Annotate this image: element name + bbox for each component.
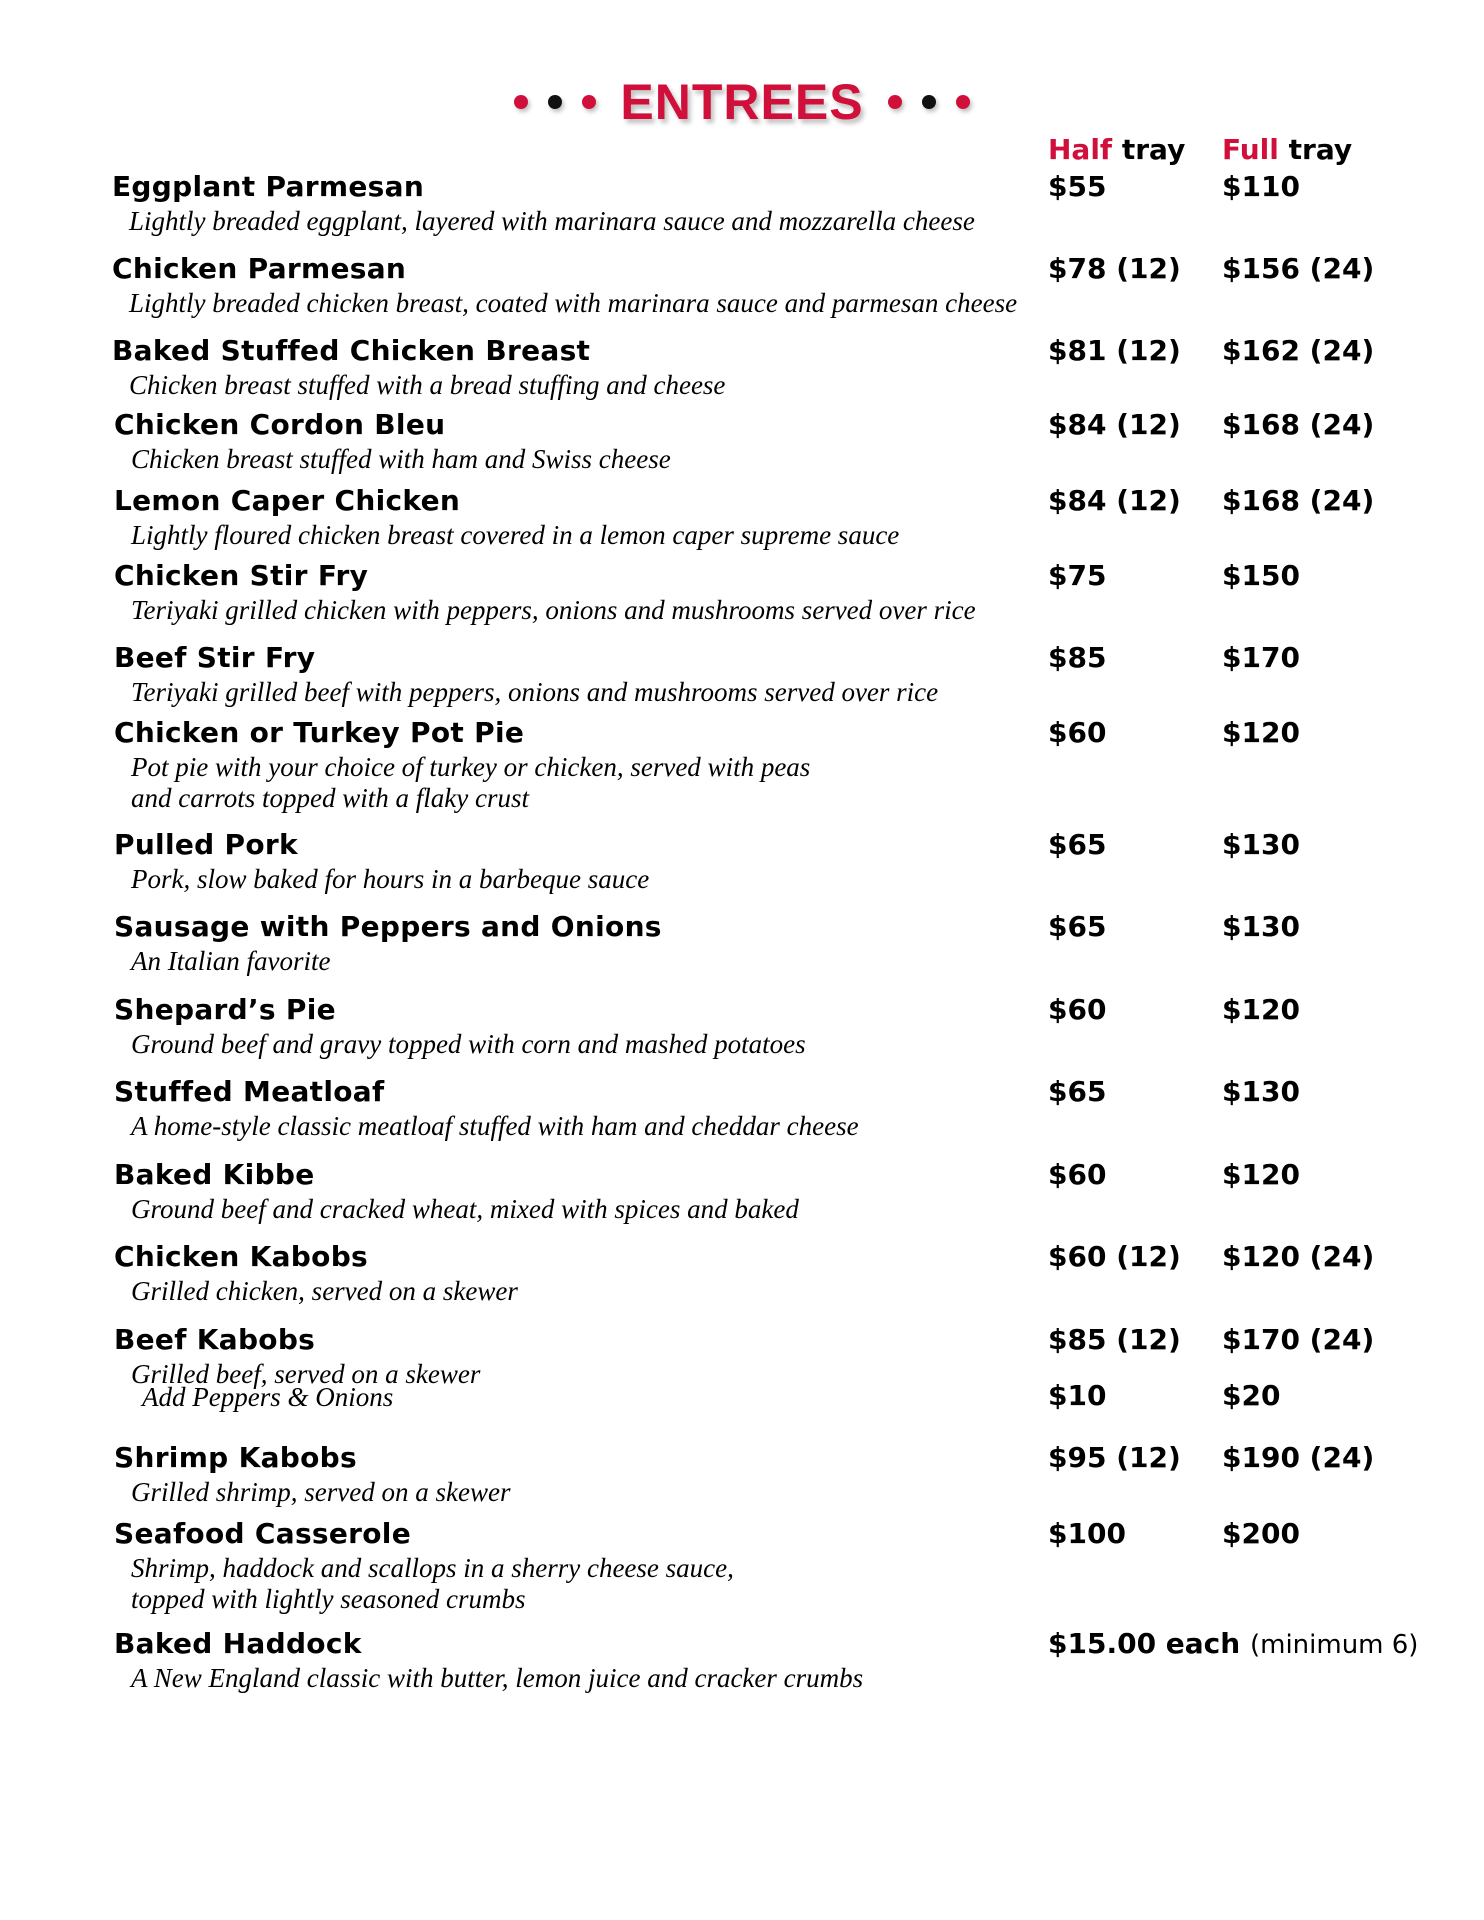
- item-description: Grilled shrimp, served on a skewer: [131, 1477, 511, 1507]
- full-tray-price: $130: [1222, 1075, 1300, 1108]
- item-description: topped with lightly seasoned crumbs: [131, 1584, 526, 1614]
- full-tray-price: $130: [1222, 828, 1300, 861]
- item-description: Ground beef and cracked wheat, mixed with spices and baked: [131, 1194, 799, 1224]
- half-tray-price: [1048, 484, 1181, 518]
- full-tray-price: $120 (24): [1222, 1240, 1375, 1273]
- full-tray-price: $168 (24): [1222, 484, 1375, 517]
- half-tray-price: [1048, 1075, 1106, 1109]
- item-description: Grilled beef, served on a skewer: [131, 1359, 481, 1389]
- column-header-half-label: Half: [1048, 133, 1113, 166]
- half-tray-price: [1048, 1441, 1181, 1475]
- item-name: Baked Haddock: [114, 1627, 362, 1660]
- bullet-dot-icon: [888, 95, 902, 109]
- column-header-full-tray: [1222, 133, 1352, 167]
- half-tray-price: [1048, 1517, 1126, 1551]
- item-description: Grilled chicken, served on a skewer: [131, 1276, 518, 1306]
- half-tray-price: [1048, 1240, 1181, 1274]
- half-tray-price-value: $65: [1048, 828, 1107, 861]
- item-description: Lightly floured chicken breast covered in a lemon caper supreme sauce: [131, 520, 900, 550]
- column-header-half-suffix: tray: [1121, 133, 1186, 166]
- full-tray-price: $120: [1222, 1158, 1300, 1191]
- bullet-dot-icon: [548, 95, 562, 109]
- full-tray-price: $110: [1222, 170, 1300, 203]
- half-tray-price: [1048, 641, 1106, 675]
- item-name: Lemon Caper Chicken: [114, 484, 461, 517]
- item-name: Chicken Kabobs: [114, 1240, 368, 1273]
- item-name: Eggplant Parmesan: [112, 170, 425, 203]
- half-tray-price-value: $65: [1048, 1075, 1107, 1108]
- half-tray-price: [1048, 408, 1181, 442]
- half-tray-price-value: $60: [1048, 1158, 1107, 1191]
- item-name: Seafood Casserole: [114, 1517, 411, 1550]
- item-description: Shrimp, haddock and scallops in a sherry cheese sauce,: [131, 1553, 734, 1583]
- item-name: Baked Kibbe: [114, 1158, 315, 1191]
- half-tray-price-value: $100: [1048, 1517, 1126, 1550]
- half-tray-price: [1048, 170, 1106, 204]
- item-description: Chicken breast stuffed with ham and Swiss cheese: [131, 444, 671, 474]
- half-tray-price: [1048, 828, 1106, 862]
- item-name: Shrimp Kabobs: [114, 1441, 357, 1474]
- item-description: Teriyaki grilled chicken with peppers, onions and mushrooms served over rice: [131, 595, 976, 625]
- half-tray-price-value: $10: [1048, 1379, 1107, 1412]
- half-tray-price: [1048, 1379, 1106, 1413]
- half-tray-price-value: $75: [1048, 559, 1107, 592]
- half-tray-price-value: $81 (12): [1048, 334, 1181, 367]
- item-description: Pork, slow baked for hours in a barbeque sauce: [131, 864, 650, 894]
- full-tray-price: $120: [1222, 716, 1300, 749]
- item-description: A New England classic with butter, lemon juice and cracker crumbs: [131, 1663, 864, 1693]
- item-description: Lightly breaded eggplant, layered with marinara sauce and mozzarella cheese: [129, 206, 975, 236]
- full-tray-price: $120: [1222, 993, 1300, 1026]
- item-name: Stuffed Meatloaf: [114, 1075, 385, 1108]
- half-tray-price: [1048, 1627, 1418, 1662]
- item-description: and carrots topped with a flaky crust: [131, 783, 529, 813]
- half-tray-price-value: $84 (12): [1048, 484, 1181, 517]
- item-description: An Italian favorite: [131, 946, 331, 976]
- full-tray-price: $20: [1222, 1379, 1281, 1412]
- item-name: Beef Kabobs: [114, 1323, 316, 1356]
- item-name: Chicken Parmesan: [112, 252, 407, 285]
- bullet-dot-icon: [514, 95, 528, 109]
- half-tray-price: [1048, 252, 1181, 286]
- item-name: Baked Stuffed Chicken Breast: [112, 334, 591, 367]
- half-tray-price: [1048, 716, 1106, 750]
- item-description: Ground beef and gravy topped with corn and mashed potatoes: [131, 1029, 806, 1059]
- item-description: A home-style classic meatloaf stuffed with ham and cheddar cheese: [131, 1111, 859, 1141]
- item-name: Chicken or Turkey Pot Pie: [114, 716, 525, 749]
- full-tray-price: $162 (24): [1222, 334, 1375, 367]
- column-header-half-tray: [1048, 133, 1185, 167]
- half-tray-price-value: $78 (12): [1048, 252, 1181, 285]
- bullet-dot-icon: [956, 95, 970, 109]
- full-tray-price: $190 (24): [1222, 1441, 1375, 1474]
- item-description: Teriyaki grilled beef with peppers, onions and mushrooms served over rice: [131, 677, 939, 707]
- full-tray-price: $150: [1222, 559, 1300, 592]
- half-tray-price-value: $95 (12): [1048, 1441, 1181, 1474]
- half-tray-price-value: $60: [1048, 993, 1107, 1026]
- item-description: Lightly breaded chicken breast, coated with marinara sauce and parmesan cheese: [129, 288, 1018, 318]
- item-name: Beef Stir Fry: [114, 641, 316, 674]
- half-tray-price-value: $60: [1048, 716, 1107, 749]
- half-tray-price-value: $65: [1048, 910, 1107, 943]
- half-tray-price: [1048, 1158, 1106, 1192]
- full-tray-price: $200: [1222, 1517, 1300, 1550]
- half-tray-price: [1048, 334, 1181, 368]
- half-tray-price-value: $15.00 each: [1048, 1627, 1241, 1660]
- full-tray-price: $130: [1222, 910, 1300, 943]
- half-tray-price: [1048, 1323, 1181, 1357]
- full-tray-price: $168 (24): [1222, 408, 1375, 441]
- half-tray-price: [1048, 993, 1106, 1027]
- item-addon: Add Peppers & Onions: [142, 1382, 394, 1412]
- title-text: ENTREES: [620, 74, 864, 130]
- item-name: Chicken Cordon Bleu: [114, 408, 446, 441]
- half-tray-price: [1048, 559, 1106, 593]
- item-description: Chicken breast stuffed with a bread stuffing and cheese: [129, 370, 726, 400]
- half-tray-price-value: $55: [1048, 170, 1107, 203]
- column-header-full-suffix: tray: [1288, 133, 1353, 166]
- full-tray-price: $156 (24): [1222, 252, 1375, 285]
- item-name: Pulled Pork: [114, 828, 298, 861]
- half-tray-price-value: $84 (12): [1048, 408, 1181, 441]
- bullet-dot-icon: [922, 95, 936, 109]
- bullet-dot-icon: [582, 95, 596, 109]
- full-tray-price: $170: [1222, 641, 1300, 674]
- full-tray-price: $170 (24): [1222, 1323, 1375, 1356]
- item-name: Chicken Stir Fry: [114, 559, 369, 592]
- item-description: Pot pie with your choice of turkey or chicken, served with peas: [131, 752, 811, 782]
- item-name: Sausage with Peppers and Onions: [114, 910, 662, 943]
- half-tray-price-value: $85 (12): [1048, 1323, 1181, 1356]
- column-header-full-label: Full: [1222, 133, 1279, 166]
- half-tray-price-value: $85: [1048, 641, 1107, 674]
- page-title: [0, 72, 1484, 132]
- item-name: Shepard’s Pie: [114, 993, 336, 1026]
- price-note: (minimum 6): [1249, 1630, 1419, 1660]
- half-tray-price: [1048, 910, 1106, 944]
- half-tray-price-value: $60 (12): [1048, 1240, 1181, 1273]
